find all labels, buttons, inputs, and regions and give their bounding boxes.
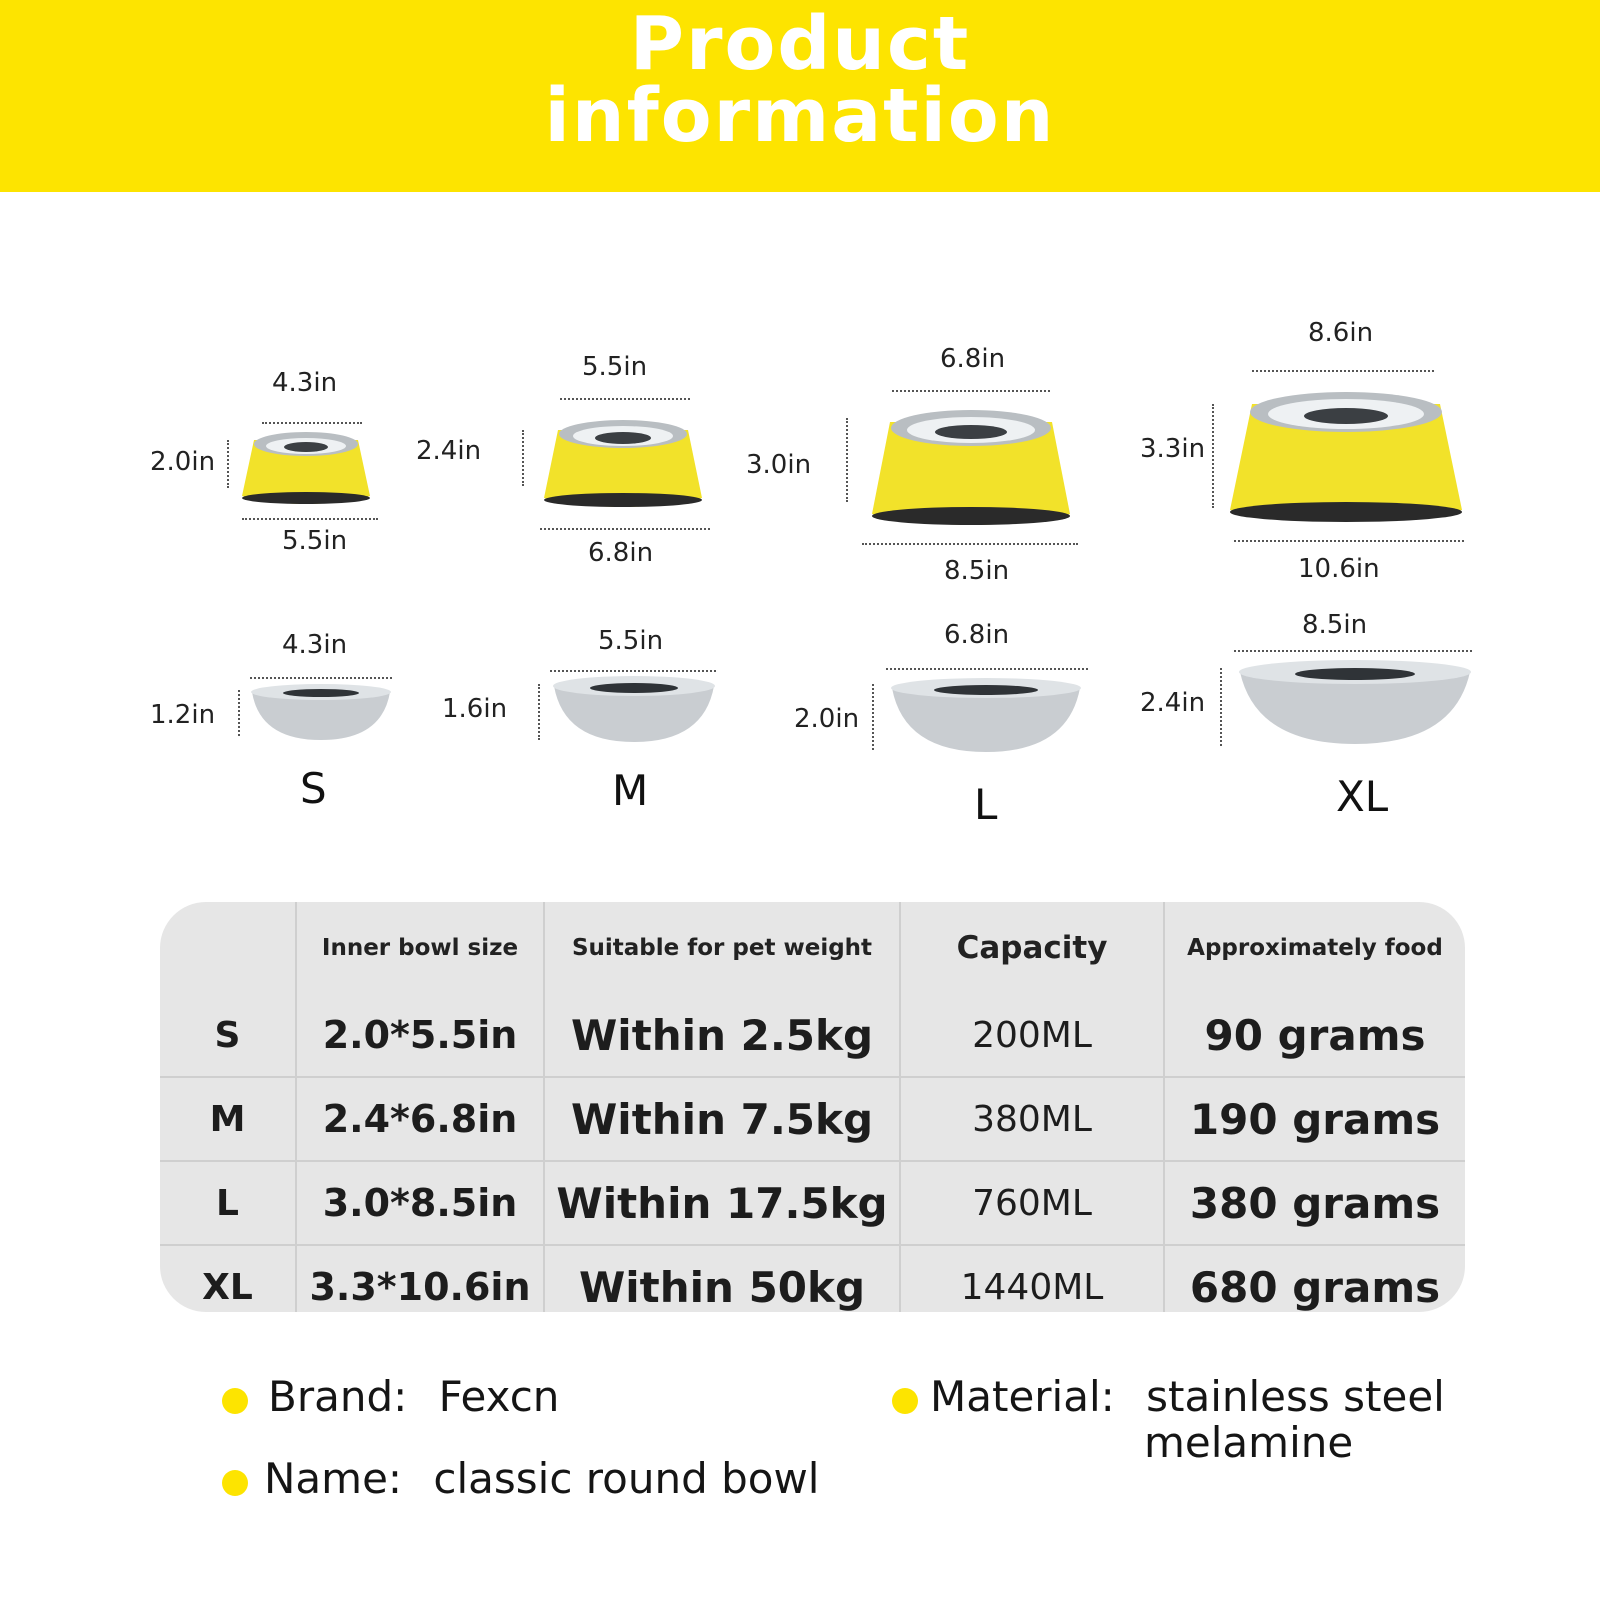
title-line-2: information [544,73,1056,159]
title-line-1: Product [629,1,971,87]
yellow-bowl-l-image [870,410,1072,532]
dim-line [1212,404,1214,508]
dim-line [538,684,540,740]
dim-line [238,690,240,736]
dim-line [872,684,874,750]
inner-top-dim: 5.5in [598,626,664,656]
brand-label: Brand: [268,1372,408,1421]
bowl-bottom-dim: 6.8in [588,538,654,568]
cell-capacity: 760ML [900,1161,1164,1245]
material-value-2: melamine [1144,1418,1354,1467]
table-row [160,1077,1465,1161]
cell-size: S [160,994,296,1077]
cell-inner-size: 3.0*8.5in [296,1161,544,1245]
size-label-m: M [612,766,649,815]
inner-height-dim: 2.4in [1140,688,1206,718]
cell-inner-size: 2.0*5.5in [296,994,544,1077]
dim-line [1252,370,1434,372]
size-label-l: L [974,780,998,829]
table-header-row [160,902,1465,994]
header-inner-bowl-size: Inner bowl size [296,902,544,994]
bowl-bottom-dim: 8.5in [944,556,1010,586]
inner-height-dim: 1.6in [442,694,508,724]
inner-height-dim: 2.0in [794,704,860,734]
bowl-top-dim: 8.6in [1308,318,1374,348]
cell-size: XL [160,1245,296,1312]
bowl-top-dim: 4.3in [272,368,338,398]
yellow-bowl-xl-image [1228,392,1464,530]
steel-inner-bowl-xl-image [1238,660,1472,746]
cell-weight: Within 7.5kg [544,1077,900,1161]
steel-inner-bowl-l-image [890,678,1082,754]
inner-top-dim: 6.8in [944,620,1010,650]
table-row [160,994,1465,1077]
name-info [264,1454,819,1503]
cell-capacity: 380ML [900,1077,1164,1161]
size-label-xl: XL [1336,772,1389,821]
dim-line [1234,540,1464,542]
cell-weight: Within 17.5kg [544,1161,900,1245]
yellow-bowl-s-image [240,432,372,508]
header-banner [0,0,1600,192]
bowl-bottom-dim: 5.5in [282,526,348,556]
spec-table [160,902,1465,1312]
steel-inner-bowl-s-image [250,684,392,742]
header-pet-weight: Suitable for pet weight [544,902,900,994]
cell-weight: Within 2.5kg [544,994,900,1077]
cell-food: 190 grams [1164,1077,1465,1161]
brand-info [268,1372,559,1421]
cell-capacity: 200ML [900,994,1164,1077]
cell-food: 380 grams [1164,1161,1465,1245]
inner-top-dim: 4.3in [282,630,348,660]
inner-height-dim: 1.2in [150,700,216,730]
dim-line [1234,650,1472,652]
dim-line [227,440,229,488]
dim-line [892,390,1050,392]
name-value: classic round bowl [433,1454,820,1503]
header-approx-food: Approximately food [1187,935,1443,961]
cell-weight: Within 50kg [544,1245,900,1312]
yellow-bowl-m-image [542,420,704,512]
header-capacity: Capacity [900,902,1164,994]
table-row [160,1245,1465,1312]
dim-line [250,677,392,679]
cell-inner-size: 2.4*6.8in [296,1077,544,1161]
dim-line [846,418,848,502]
name-label: Name: [264,1454,403,1503]
dim-line [1220,668,1222,746]
bullet-dot-icon [892,1388,918,1414]
header-size [160,902,296,994]
size-label-s: S [300,764,327,813]
cell-inner-size: 3.3*10.6in [296,1245,544,1312]
bowl-top-dim: 6.8in [940,344,1006,374]
cell-food: 90 grams [1204,1010,1426,1060]
dim-line [540,528,710,530]
brand-value: Fexcn [438,1372,560,1421]
cell-size: L [160,1161,296,1245]
material-info [930,1372,1445,1421]
bowl-bottom-dim: 10.6in [1298,554,1380,584]
bowl-height-dim: 2.0in [150,447,216,477]
page-title [0,1,1600,159]
dim-line [522,430,524,486]
bowl-top-dim: 5.5in [582,352,648,382]
material-value-1: stainless steel [1146,1372,1445,1421]
dim-line [242,518,378,520]
inner-top-dim: 8.5in [1302,610,1368,640]
dim-line [262,422,362,424]
material-label: Material: [930,1372,1115,1421]
bowl-height-dim: 3.0in [746,450,812,480]
bowl-height-dim: 3.3in [1140,434,1206,464]
steel-inner-bowl-m-image [552,676,716,744]
cell-food: 680 grams [1164,1245,1465,1312]
dim-line [550,670,716,672]
bowl-height-dim: 2.4in [416,436,482,466]
dim-line [862,543,1078,545]
dim-line [886,668,1088,670]
table-row [160,1161,1465,1245]
bullet-dot-icon [222,1388,248,1414]
cell-capacity: 1440ML [900,1245,1164,1312]
dim-line [560,398,690,400]
cell-size: M [160,1077,296,1161]
bullet-dot-icon [222,1470,248,1496]
